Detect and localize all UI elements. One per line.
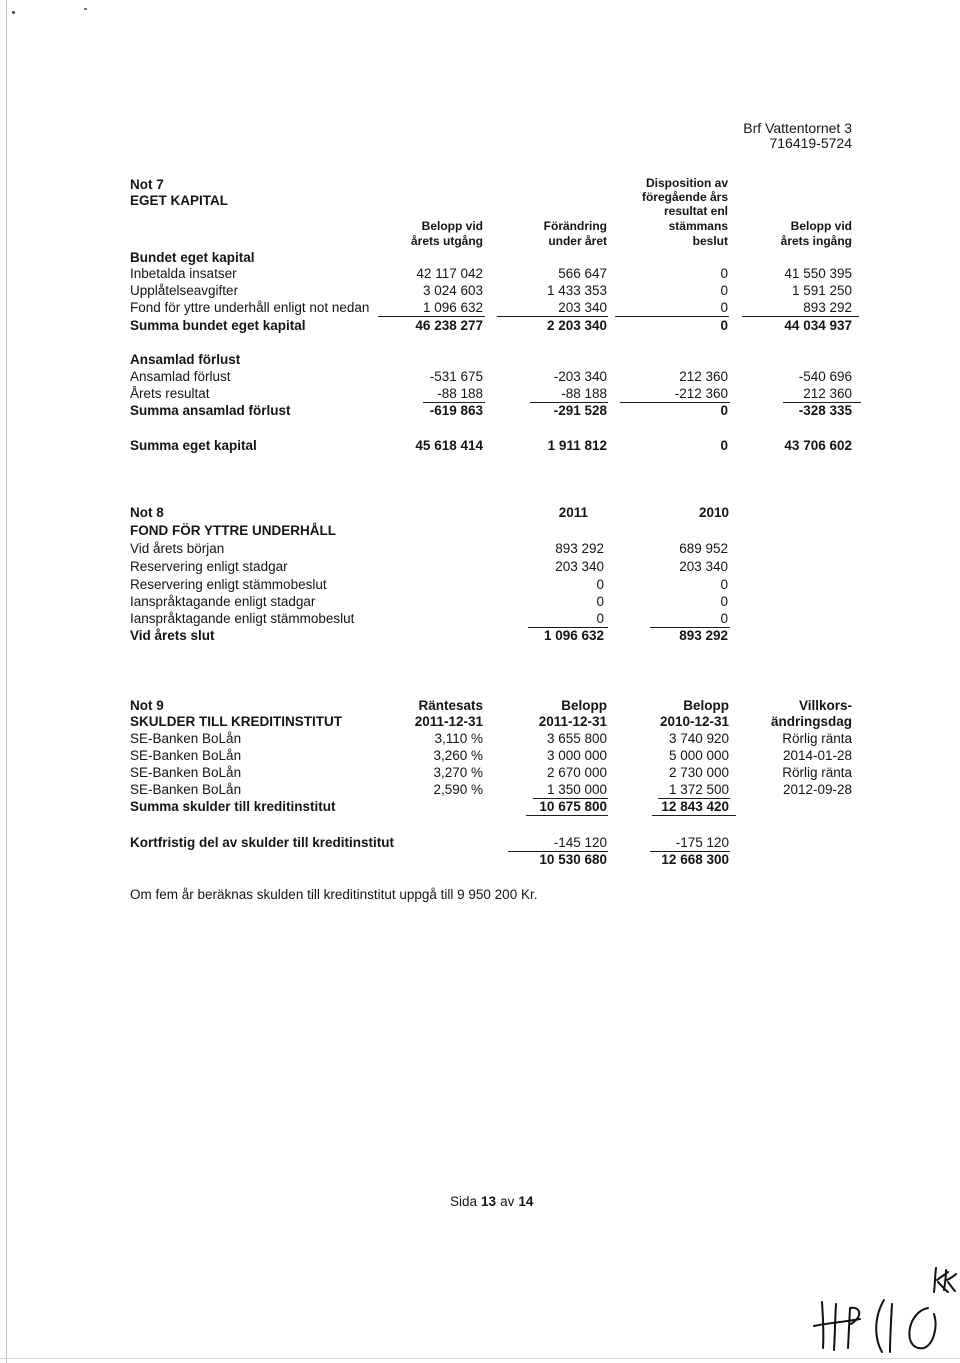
lender: SE-Banken BoLån — [130, 782, 242, 797]
row-label: Upplåtelseavgifter — [130, 283, 239, 298]
cell-value: -531 675 — [429, 369, 483, 384]
cell-value: 566 647 — [558, 266, 607, 281]
scan-speck — [12, 11, 15, 14]
grand-total-value: 43 706 602 — [784, 438, 852, 453]
cell-value: 0 — [596, 577, 604, 592]
col-disposition-header: resultat enl — [663, 204, 728, 218]
five-year-note: Om fem år beräknas skulden till kreditinstitut uppgå till 9 950 200 Kr. — [130, 887, 538, 902]
cell-value: 689 952 — [679, 541, 728, 556]
cell-value: 0 — [596, 594, 604, 609]
col-opening-header: årets utgång — [410, 234, 483, 248]
total-value: 0 — [720, 403, 728, 418]
row-label: Fond för yttre underhåll enligt not nedan — [130, 300, 370, 315]
total-pages: 14 — [518, 1194, 534, 1209]
note-7-title: Not 7 — [130, 177, 164, 192]
cell-value: 212 360 — [803, 386, 852, 401]
grand-total-label: Summa eget kapital — [130, 438, 257, 453]
sum-rule — [615, 316, 729, 317]
amount-2011: 3 655 800 — [546, 731, 607, 746]
terms-date: 2012-09-28 — [782, 782, 852, 797]
cell-value: 0 — [720, 577, 728, 592]
grand-total-value: 0 — [720, 438, 728, 453]
cell-value: -88 188 — [437, 386, 483, 401]
col-closing-header: Belopp vid — [790, 219, 852, 233]
sum-rule — [652, 815, 736, 816]
current-page: 13 — [481, 1194, 497, 1209]
col-header: Belopp — [683, 698, 729, 713]
signature-stroke — [890, 1304, 892, 1352]
cell-value: 1 433 353 — [546, 283, 607, 298]
total-value: 2 203 340 — [546, 318, 607, 333]
cell-value: 41 550 395 — [784, 266, 852, 281]
row-label: Ianspråktagande enligt stämmobeslut — [130, 611, 355, 626]
page-word: Sida — [450, 1194, 478, 1209]
cell-value: 893 292 — [803, 300, 852, 315]
year-header: 2010 — [698, 505, 729, 520]
lender: SE-Banken BoLån — [130, 748, 242, 763]
signature-stroke — [944, 1270, 956, 1291]
row-label: Ianspråktagande enligt stadgar — [130, 594, 316, 609]
amount-2010: 2 730 000 — [668, 765, 729, 780]
cell-value: 1 591 250 — [791, 283, 852, 298]
col-header: Räntesats — [418, 698, 483, 713]
total-value: -291 528 — [553, 403, 607, 418]
sum-rule — [620, 402, 730, 403]
section-heading: Bundet eget kapital — [130, 250, 255, 265]
col-header: 2010-12-31 — [659, 714, 729, 729]
row-label: Ansamlad förlust — [130, 369, 231, 384]
sum-rule — [742, 316, 859, 317]
interest-rate: 3,110 % — [434, 731, 483, 746]
amount-2010: 1 372 500 — [668, 782, 729, 797]
col-change-header: Förändring — [543, 219, 607, 233]
interest-rate: 3,270 % — [433, 765, 483, 780]
lender: SE-Banken BoLån — [130, 765, 242, 780]
cell-value: 3 024 603 — [422, 283, 483, 298]
col-disposition-header: Disposition av — [645, 176, 728, 190]
cell-value: 0 — [720, 266, 728, 281]
amount-2011: 3 000 000 — [546, 748, 607, 763]
signature-stroke — [876, 1300, 884, 1352]
row-label: Reservering enligt stadgar — [130, 559, 288, 574]
cell-value: 212 360 — [679, 369, 728, 384]
note-8-heading: FOND FÖR YTTRE UNDERHÅLL — [130, 523, 336, 538]
total-label: Summa ansamlad förlust — [130, 403, 291, 418]
row-label: Vid årets början — [130, 541, 225, 556]
current-portion-label: Kortfristig del av skulder till kreditinstitut — [130, 835, 395, 850]
amount-2011: 1 350 000 — [546, 782, 607, 797]
col-change-header: under året — [548, 234, 607, 248]
total-value: 1 096 632 — [543, 628, 604, 643]
cell-value: 0 — [720, 300, 728, 315]
grand-total-value: 45 618 414 — [415, 438, 483, 453]
col-disposition-header: föregående års — [641, 190, 728, 204]
col-disposition-header: beslut — [692, 234, 728, 248]
cell-value: 203 340 — [555, 559, 604, 574]
sum-rule — [497, 316, 608, 317]
of-word: av — [500, 1194, 515, 1209]
scan-bottom-edge — [0, 1358, 960, 1359]
total-label: Summa skulder till kreditinstitut — [130, 799, 336, 814]
page-number — [450, 1194, 533, 1210]
cell-value: 1 096 632 — [422, 300, 483, 315]
cell-value: 0 — [720, 283, 728, 298]
signature-stroke — [848, 1308, 859, 1348]
total-value: 46 238 277 — [415, 318, 483, 333]
total-value: -619 863 — [429, 403, 483, 418]
note-8-title: Not 8 — [130, 505, 164, 520]
current-portion-value: -145 120 — [553, 835, 607, 850]
cell-value: 893 292 — [555, 541, 604, 556]
cell-value: -203 340 — [553, 369, 607, 384]
col-header: 2011-12-31 — [414, 714, 483, 729]
scan-speck — [84, 8, 87, 10]
cell-value: 0 — [720, 611, 728, 626]
row-label: Årets resultat — [130, 386, 210, 401]
total-value: 893 292 — [679, 628, 728, 643]
terms-date: Rörlig ränta — [782, 731, 852, 746]
grand-total-value: 1 911 812 — [547, 438, 607, 453]
scan-left-edge — [6, 0, 7, 1363]
total-label: Summa bundet eget kapital — [130, 318, 306, 333]
signature-stroke — [834, 1304, 836, 1350]
interest-rate: 3,260 % — [433, 748, 483, 763]
cell-value: 42 117 042 — [416, 266, 483, 281]
amount-2010: 5 000 000 — [668, 748, 729, 763]
current-portion-value: -175 120 — [675, 835, 729, 850]
cell-value: 0 — [720, 594, 728, 609]
col-header: Belopp — [561, 698, 607, 713]
total-value: -328 335 — [798, 403, 852, 418]
amount-2011: 2 670 000 — [546, 765, 607, 780]
row-label: Inbetalda insatser — [130, 266, 237, 281]
lender: SE-Banken BoLån — [130, 731, 242, 746]
cell-value: 203 340 — [679, 559, 728, 574]
total-label: Vid årets slut — [130, 628, 215, 643]
interest-rate: 2,590 % — [433, 782, 483, 797]
cell-value: -540 696 — [798, 369, 852, 384]
total-value: 10 675 800 — [539, 799, 607, 814]
cell-value: 203 340 — [558, 300, 607, 315]
col-header: ändringsdag — [770, 714, 852, 729]
note-9-title: Not 9 — [130, 698, 164, 713]
sum-rule — [378, 316, 485, 317]
col-disposition-header: stämmans — [668, 219, 728, 233]
year-header: 2011 — [558, 505, 588, 520]
long-term-value: 10 530 680 — [539, 852, 607, 867]
row-label: Reservering enligt stämmobeslut — [130, 577, 327, 592]
section-heading: Ansamlad förlust — [130, 352, 241, 367]
sum-rule — [526, 815, 608, 816]
col-opening-header: Belopp vid — [421, 219, 483, 233]
total-value: 0 — [720, 318, 728, 333]
long-term-value: 12 668 300 — [661, 852, 729, 867]
signature-initials — [808, 1262, 958, 1354]
col-closing-header: årets ingång — [780, 234, 852, 248]
cell-value: -212 360 — [674, 386, 728, 401]
signature-stroke — [909, 1308, 935, 1348]
association-name: Brf Vattentornet 3 — [743, 120, 852, 136]
terms-date: 2014-01-28 — [782, 748, 852, 763]
org-number: 716419-5724 — [769, 135, 852, 151]
col-header: 2011-12-31 — [538, 714, 607, 729]
terms-date: Rörlig ränta — [782, 765, 852, 780]
total-value: 44 034 937 — [784, 318, 852, 333]
total-value: 12 843 420 — [661, 799, 729, 814]
col-header: Villkors- — [798, 698, 852, 713]
note-9-heading: SKULDER TILL KREDITINSTITUT — [130, 714, 342, 729]
note-7-heading: EGET KAPITAL — [130, 193, 229, 208]
amount-2010: 3 740 920 — [668, 731, 729, 746]
cell-value: 0 — [596, 611, 604, 626]
cell-value: -88 188 — [561, 386, 607, 401]
